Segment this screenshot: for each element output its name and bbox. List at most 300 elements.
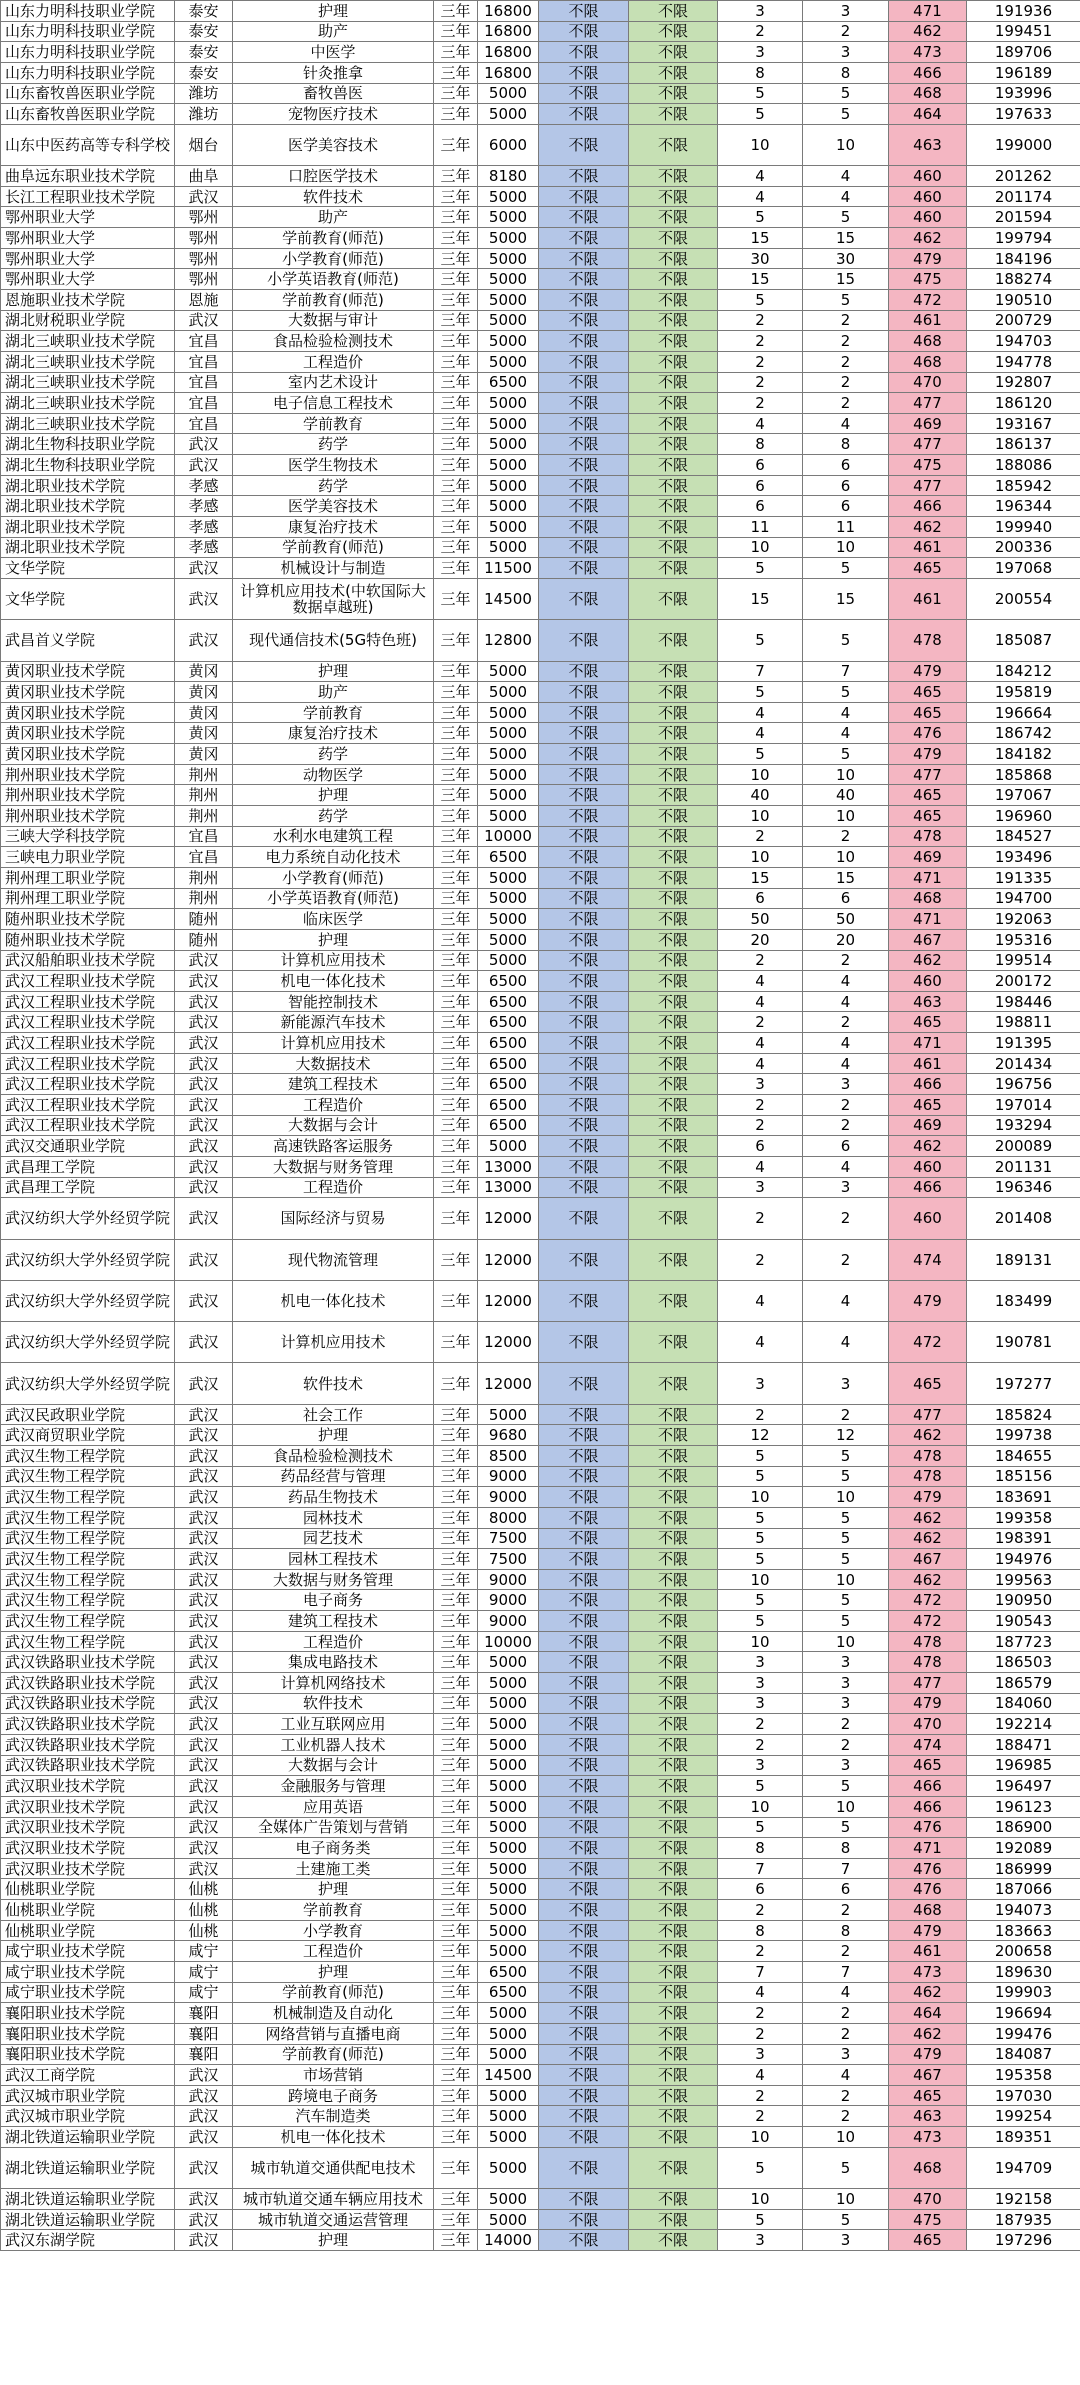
requirement-cell-2: 不限 [629,1817,718,1838]
city-cell: 荆州 [175,888,233,909]
plan-count-cell: 10 [718,2127,803,2148]
min-score-cell: 465 [889,682,967,703]
major-cell: 学前教育(师范) [233,537,434,558]
duration-cell: 三年 [434,1920,478,1941]
admit-count-cell: 2 [803,826,889,847]
table-row [1,744,1080,765]
requirement-cell-1: 不限 [539,2230,629,2251]
plan-count-cell: 5 [718,558,803,579]
min-score-cell: 465 [889,1755,967,1776]
tuition-cell: 5000 [478,1900,539,1921]
tuition-cell: 16800 [478,42,539,63]
min-rank-cell: 191936 [967,1,1080,22]
tuition-cell: 5000 [478,496,539,517]
requirement-cell-2: 不限 [629,1445,718,1466]
duration-cell: 三年 [434,1,478,22]
table-row [1,166,1080,187]
min-rank-cell: 190781 [967,1322,1080,1363]
city-cell: 仙桃 [175,1900,233,1921]
requirement-cell-2: 不限 [629,1074,718,1095]
admit-count-cell: 4 [803,971,889,992]
min-rank-cell: 185156 [967,1466,1080,1487]
requirement-cell-1: 不限 [539,1693,629,1714]
tuition-cell: 9000 [478,1611,539,1632]
requirement-cell-1: 不限 [539,888,629,909]
requirement-cell-2: 不限 [629,2127,718,2148]
min-rank-cell: 201262 [967,166,1080,187]
min-score-cell: 468 [889,331,967,352]
requirement-cell-2: 不限 [629,1549,718,1570]
plan-count-cell: 6 [718,888,803,909]
requirement-cell-1: 不限 [539,1549,629,1570]
requirement-cell-2: 不限 [629,496,718,517]
duration-cell: 三年 [434,124,478,165]
tuition-cell: 5000 [478,289,539,310]
table-row [1,1053,1080,1074]
plan-count-cell: 4 [718,1033,803,1054]
plan-count-cell: 4 [718,1322,803,1363]
admit-count-cell: 2 [803,393,889,414]
tuition-cell: 5000 [478,413,539,434]
plan-count-cell: 4 [718,1280,803,1321]
plan-count-cell: 4 [718,991,803,1012]
plan-count-cell: 8 [718,1920,803,1941]
tuition-cell: 13000 [478,1177,539,1198]
city-cell: 武汉 [175,1177,233,1198]
min-rank-cell: 201131 [967,1156,1080,1177]
min-score-cell: 462 [889,1528,967,1549]
school-cell: 长江工程职业技术学院 [1,186,175,207]
min-rank-cell: 194073 [967,1900,1080,1921]
city-cell: 黄冈 [175,682,233,703]
requirement-cell-2: 不限 [629,764,718,785]
table-row [1,1858,1080,1879]
admit-count-cell: 6 [803,1136,889,1157]
table-row [1,1673,1080,1694]
requirement-cell-1: 不限 [539,1858,629,1879]
plan-count-cell: 5 [718,1466,803,1487]
requirement-cell-2: 不限 [629,950,718,971]
admit-count-cell: 3 [803,1,889,22]
city-cell: 武汉 [175,1611,233,1632]
requirement-cell-2: 不限 [629,1920,718,1941]
min-rank-cell: 199563 [967,1569,1080,1590]
requirement-cell-1: 不限 [539,21,629,42]
plan-count-cell: 15 [718,269,803,290]
requirement-cell-2: 不限 [629,2085,718,2106]
school-cell: 武汉铁路职业技术学院 [1,1673,175,1694]
plan-count-cell: 3 [718,1652,803,1673]
requirement-cell-1: 不限 [539,1,629,22]
min-score-cell: 468 [889,83,967,104]
min-score-cell: 476 [889,723,967,744]
city-cell: 武汉 [175,1631,233,1652]
school-cell: 武汉纺织大学外经贸学院 [1,1280,175,1321]
min-rank-cell: 192807 [967,372,1080,393]
min-rank-cell: 201408 [967,1198,1080,1239]
plan-count-cell: 12 [718,1425,803,1446]
requirement-cell-2: 不限 [629,1136,718,1157]
school-cell: 武汉铁路职业技术学院 [1,1693,175,1714]
requirement-cell-2: 不限 [629,1322,718,1363]
admit-count-cell: 10 [803,806,889,827]
city-cell: 泰安 [175,1,233,22]
city-cell: 武汉 [175,1507,233,1528]
table-row [1,826,1080,847]
duration-cell: 三年 [434,331,478,352]
requirement-cell-2: 不限 [629,1796,718,1817]
table-row [1,2147,1080,2188]
min-score-cell: 476 [889,1817,967,1838]
table-body [1,1,1080,2251]
duration-cell: 三年 [434,2189,478,2210]
min-rank-cell: 198446 [967,991,1080,1012]
duration-cell: 三年 [434,1941,478,1962]
min-score-cell: 468 [889,2147,967,2188]
table-row [1,434,1080,455]
plan-count-cell: 3 [718,2230,803,2251]
major-cell: 园林工程技术 [233,1549,434,1570]
min-rank-cell: 192158 [967,2189,1080,2210]
city-cell: 武汉 [175,1136,233,1157]
duration-cell: 三年 [434,847,478,868]
table-row [1,124,1080,165]
min-rank-cell: 196756 [967,1074,1080,1095]
plan-count-cell: 5 [718,1817,803,1838]
table-row [1,455,1080,476]
requirement-cell-1: 不限 [539,1569,629,1590]
tuition-cell: 6500 [478,1053,539,1074]
city-cell: 泰安 [175,42,233,63]
city-cell: 宜昌 [175,393,233,414]
tuition-cell: 9000 [478,1466,539,1487]
table-row [1,2127,1080,2148]
duration-cell: 三年 [434,42,478,63]
duration-cell: 三年 [434,1817,478,1838]
school-cell: 武汉铁路职业技术学院 [1,1652,175,1673]
city-cell: 孝感 [175,496,233,517]
requirement-cell-2: 不限 [629,413,718,434]
school-cell: 三峡电力职业学院 [1,847,175,868]
plan-count-cell: 2 [718,1012,803,1033]
major-cell: 园林技术 [233,1507,434,1528]
city-cell: 恩施 [175,289,233,310]
requirement-cell-2: 不限 [629,1,718,22]
admit-count-cell: 5 [803,682,889,703]
school-cell: 襄阳职业技术学院 [1,2003,175,2024]
requirement-cell-1: 不限 [539,620,629,661]
requirement-cell-2: 不限 [629,475,718,496]
duration-cell: 三年 [434,2044,478,2065]
min-rank-cell: 187066 [967,1879,1080,1900]
city-cell: 武汉 [175,2230,233,2251]
major-cell: 机电一体化技术 [233,971,434,992]
major-cell: 助产 [233,682,434,703]
table-row [1,558,1080,579]
requirement-cell-1: 不限 [539,166,629,187]
plan-count-cell: 2 [718,1714,803,1735]
major-cell: 药学 [233,806,434,827]
requirement-cell-2: 不限 [629,744,718,765]
tuition-cell: 5000 [478,1136,539,1157]
duration-cell: 三年 [434,1755,478,1776]
major-cell: 金融服务与管理 [233,1776,434,1797]
major-cell: 软件技术 [233,1693,434,1714]
tuition-cell: 5000 [478,2209,539,2230]
tuition-cell: 14500 [478,2065,539,2086]
table-row [1,909,1080,930]
school-cell: 武汉纺织大学外经贸学院 [1,1198,175,1239]
requirement-cell-2: 不限 [629,929,718,950]
table-row [1,1714,1080,1735]
table-row [1,2230,1080,2251]
duration-cell: 三年 [434,1177,478,1198]
requirement-cell-1: 不限 [539,929,629,950]
duration-cell: 三年 [434,2065,478,2086]
admit-count-cell: 2 [803,1198,889,1239]
city-cell: 武汉 [175,2065,233,2086]
requirement-cell-2: 不限 [629,661,718,682]
duration-cell: 三年 [434,558,478,579]
requirement-cell-1: 不限 [539,269,629,290]
tuition-cell: 5000 [478,434,539,455]
requirement-cell-1: 不限 [539,42,629,63]
min-score-cell: 474 [889,1239,967,1280]
min-rank-cell: 194703 [967,331,1080,352]
requirement-cell-2: 不限 [629,2147,718,2188]
min-rank-cell: 187723 [967,1631,1080,1652]
requirement-cell-1: 不限 [539,455,629,476]
duration-cell: 三年 [434,2106,478,2127]
min-score-cell: 478 [889,1631,967,1652]
min-rank-cell: 193167 [967,413,1080,434]
min-score-cell: 479 [889,1693,967,1714]
plan-count-cell: 5 [718,1445,803,1466]
admit-count-cell: 6 [803,496,889,517]
min-score-cell: 471 [889,867,967,888]
plan-count-cell: 5 [718,1507,803,1528]
school-cell: 荆州理工职业学院 [1,888,175,909]
plan-count-cell: 5 [718,2147,803,2188]
city-cell: 武汉 [175,2127,233,2148]
major-cell: 学前教育(师范) [233,2044,434,2065]
admit-count-cell: 3 [803,1673,889,1694]
table-row [1,1734,1080,1755]
major-cell: 小学教育 [233,1920,434,1941]
min-rank-cell: 198811 [967,1012,1080,1033]
table-row [1,1900,1080,1921]
min-score-cell: 463 [889,2106,967,2127]
requirement-cell-2: 不限 [629,1239,718,1280]
tuition-cell: 5000 [478,475,539,496]
table-row [1,1982,1080,2003]
city-cell: 荆州 [175,867,233,888]
city-cell: 武汉 [175,1466,233,1487]
admit-count-cell: 2 [803,2023,889,2044]
min-score-cell: 460 [889,971,967,992]
min-score-cell: 475 [889,269,967,290]
min-rank-cell: 201434 [967,1053,1080,1074]
table-row [1,496,1080,517]
duration-cell: 三年 [434,2127,478,2148]
plan-count-cell: 3 [718,1177,803,1198]
school-cell: 武昌理工学院 [1,1156,175,1177]
admit-count-cell: 2 [803,1115,889,1136]
plan-count-cell: 2 [718,1404,803,1425]
major-cell: 大数据与审计 [233,310,434,331]
requirement-cell-2: 不限 [629,1693,718,1714]
table-row [1,1322,1080,1363]
city-cell: 武汉 [175,1673,233,1694]
duration-cell: 三年 [434,764,478,785]
city-cell: 咸宁 [175,1941,233,1962]
requirement-cell-2: 不限 [629,289,718,310]
duration-cell: 三年 [434,2003,478,2024]
duration-cell: 三年 [434,434,478,455]
major-cell: 汽车制造类 [233,2106,434,2127]
requirement-cell-1: 不限 [539,744,629,765]
requirement-cell-1: 不限 [539,1879,629,1900]
tuition-cell: 5000 [478,2147,539,2188]
requirement-cell-1: 不限 [539,1961,629,1982]
requirement-cell-1: 不限 [539,1115,629,1136]
min-rank-cell: 184212 [967,661,1080,682]
min-rank-cell: 191395 [967,1033,1080,1054]
min-rank-cell: 186742 [967,723,1080,744]
tuition-cell: 5000 [478,331,539,352]
tuition-cell: 5000 [478,1941,539,1962]
admit-count-cell: 5 [803,1507,889,1528]
major-cell: 高速铁路客运服务 [233,1136,434,1157]
major-cell: 康复治疗技术 [233,517,434,538]
plan-count-cell: 6 [718,496,803,517]
tuition-cell: 5000 [478,867,539,888]
requirement-cell-2: 不限 [629,991,718,1012]
requirement-cell-2: 不限 [629,2065,718,2086]
city-cell: 黄冈 [175,723,233,744]
plan-count-cell: 5 [718,744,803,765]
plan-count-cell: 20 [718,929,803,950]
city-cell: 武汉 [175,1053,233,1074]
table-row [1,764,1080,785]
plan-count-cell: 7 [718,1858,803,1879]
school-cell: 武汉民政职业学院 [1,1404,175,1425]
plan-count-cell: 15 [718,578,803,619]
requirement-cell-2: 不限 [629,124,718,165]
tuition-cell: 5000 [478,806,539,827]
requirement-cell-1: 不限 [539,1012,629,1033]
admit-count-cell: 15 [803,578,889,619]
min-score-cell: 466 [889,1796,967,1817]
tuition-cell: 7500 [478,1549,539,1570]
min-score-cell: 461 [889,537,967,558]
major-cell: 药品经营与管理 [233,1466,434,1487]
major-cell: 学前教育 [233,1900,434,1921]
tuition-cell: 5000 [478,310,539,331]
table-row [1,1198,1080,1239]
duration-cell: 三年 [434,723,478,744]
min-score-cell: 460 [889,166,967,187]
min-rank-cell: 183691 [967,1487,1080,1508]
admit-count-cell: 10 [803,764,889,785]
major-cell: 电力系统自动化技术 [233,847,434,868]
major-cell: 电子商务类 [233,1838,434,1859]
plan-count-cell: 40 [718,785,803,806]
table-row [1,682,1080,703]
min-score-cell: 461 [889,1053,967,1074]
tuition-cell: 5000 [478,1714,539,1735]
requirement-cell-2: 不限 [629,62,718,83]
requirement-cell-1: 不限 [539,124,629,165]
admit-count-cell: 5 [803,83,889,104]
tuition-cell: 12000 [478,1198,539,1239]
city-cell: 武汉 [175,578,233,619]
min-score-cell: 477 [889,393,967,414]
table-row [1,661,1080,682]
tuition-cell: 5000 [478,1879,539,1900]
plan-count-cell: 2 [718,372,803,393]
tuition-cell: 5000 [478,2023,539,2044]
min-rank-cell: 196189 [967,62,1080,83]
min-rank-cell: 195819 [967,682,1080,703]
min-rank-cell: 185942 [967,475,1080,496]
admit-count-cell: 40 [803,785,889,806]
min-rank-cell: 193496 [967,847,1080,868]
table-row [1,1507,1080,1528]
min-rank-cell: 196344 [967,496,1080,517]
duration-cell: 三年 [434,1961,478,1982]
tuition-cell: 6500 [478,1961,539,1982]
school-cell: 仙桃职业学院 [1,1900,175,1921]
school-cell: 武汉铁路职业技术学院 [1,1734,175,1755]
plan-count-cell: 15 [718,867,803,888]
requirement-cell-1: 不限 [539,723,629,744]
plan-count-cell: 5 [718,1528,803,1549]
requirement-cell-1: 不限 [539,1322,629,1363]
admit-count-cell: 10 [803,847,889,868]
min-score-cell: 468 [889,351,967,372]
table-row [1,1280,1080,1321]
requirement-cell-1: 不限 [539,867,629,888]
admit-count-cell: 4 [803,1156,889,1177]
school-cell: 武汉纺织大学外经贸学院 [1,1363,175,1404]
requirement-cell-1: 不限 [539,2023,629,2044]
min-rank-cell: 184087 [967,2044,1080,2065]
tuition-cell: 5000 [478,2127,539,2148]
admit-count-cell: 11 [803,517,889,538]
major-cell: 工程造价 [233,1177,434,1198]
major-cell: 计算机应用技术 [233,1033,434,1054]
school-cell: 荆州职业技术学院 [1,806,175,827]
table-row [1,1033,1080,1054]
admit-count-cell: 4 [803,723,889,744]
tuition-cell: 5000 [478,950,539,971]
school-cell: 武昌理工学院 [1,1177,175,1198]
min-score-cell: 462 [889,517,967,538]
school-cell: 武汉职业技术学院 [1,1817,175,1838]
requirement-cell-2: 不限 [629,558,718,579]
city-cell: 武汉 [175,1528,233,1549]
admit-count-cell: 5 [803,1445,889,1466]
admit-count-cell: 3 [803,42,889,63]
major-cell: 临床医学 [233,909,434,930]
duration-cell: 三年 [434,2230,478,2251]
min-rank-cell: 195358 [967,2065,1080,2086]
duration-cell: 三年 [434,888,478,909]
city-cell: 咸宁 [175,1982,233,2003]
table-row [1,1445,1080,1466]
min-score-cell: 478 [889,620,967,661]
